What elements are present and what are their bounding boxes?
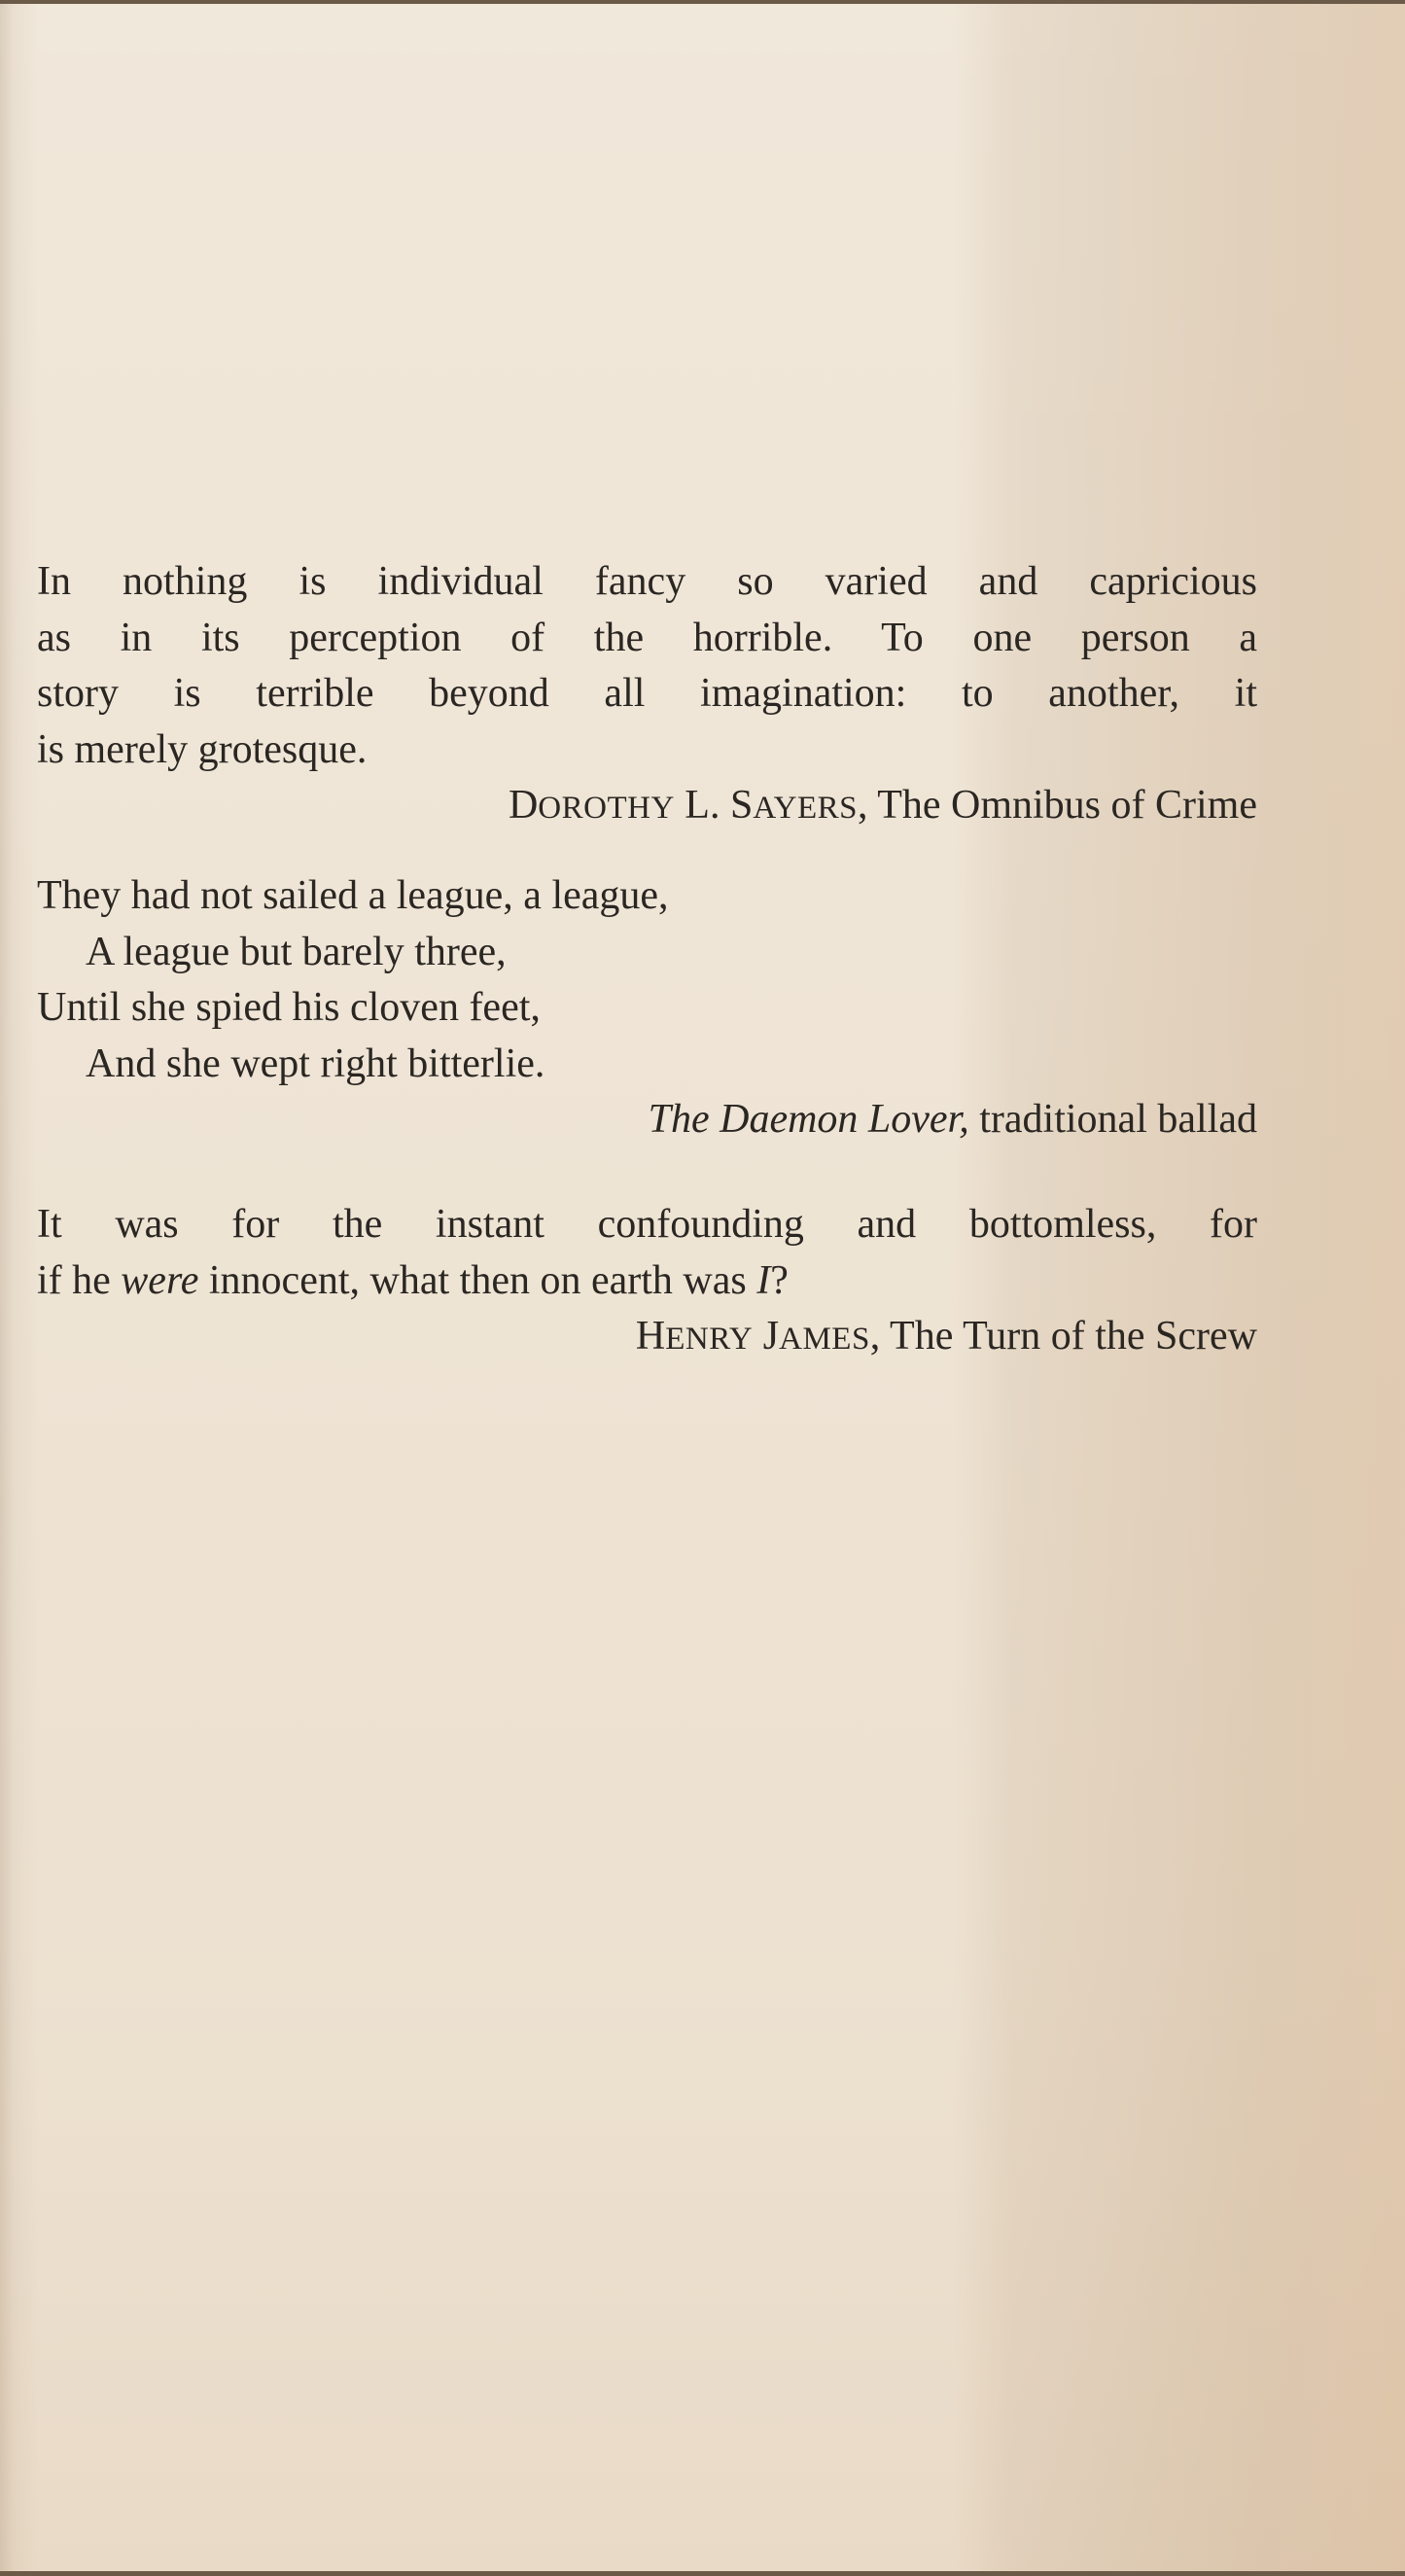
verse-line: And she wept right bitterlie. xyxy=(86,1041,545,1086)
author-last-smallcaps: AMES xyxy=(779,1322,870,1357)
author-last-initial: S xyxy=(729,783,754,828)
quote-fragment: if he xyxy=(37,1257,122,1303)
quote-fragment: innocent, what then on earth was xyxy=(198,1257,757,1303)
quote-attribution xyxy=(37,1092,1257,1148)
source-title: The Daemon Lover, xyxy=(648,1097,969,1142)
quote-fragment: ? xyxy=(770,1257,789,1303)
author-smallcaps: ENRY xyxy=(665,1322,754,1357)
quote-emphasis: were xyxy=(121,1257,199,1303)
author-last-smallcaps: AYERS xyxy=(753,791,858,826)
verse-line: A league but barely three, xyxy=(86,929,507,974)
quote-line: In nothing is individual fancy so varied and capricious xyxy=(37,559,1257,604)
author-smallcaps: OROTHY xyxy=(538,791,675,826)
quote-line: story is terrible beyond all imagination: to another, it xyxy=(37,671,1257,716)
author-initial: D xyxy=(508,783,539,828)
author-middle: L. xyxy=(674,783,730,828)
quote-line: It was for the instant confounding and bottomless, for xyxy=(37,1202,1257,1247)
source-title: , The Omnibus of Crime xyxy=(857,783,1257,828)
quote-attribution xyxy=(37,778,1257,837)
source-note: traditional ballad xyxy=(968,1097,1257,1142)
page-bottom-edge xyxy=(0,2571,1405,2576)
source-title: , The Turn of the Screw xyxy=(869,1314,1257,1359)
quote-emphasis: I xyxy=(756,1257,771,1303)
quote-line: as in its perception of the horrible. To one person a xyxy=(37,615,1257,660)
quote-attribution xyxy=(37,1309,1257,1368)
verse-line: They had not sailed a league, a league, xyxy=(37,873,669,918)
author-initial: H xyxy=(635,1314,666,1359)
epigraph-ballad xyxy=(37,868,1257,1148)
epigraph-sayers xyxy=(37,554,1257,837)
author-last-initial: J xyxy=(753,1314,780,1359)
quote-line: is merely grotesque. xyxy=(37,726,368,772)
verse-line: Until she spied his cloven feet, xyxy=(37,985,541,1030)
page-top-edge xyxy=(0,0,1405,4)
epigraph-james xyxy=(37,1197,1257,1368)
quote-line xyxy=(37,1253,1257,1310)
